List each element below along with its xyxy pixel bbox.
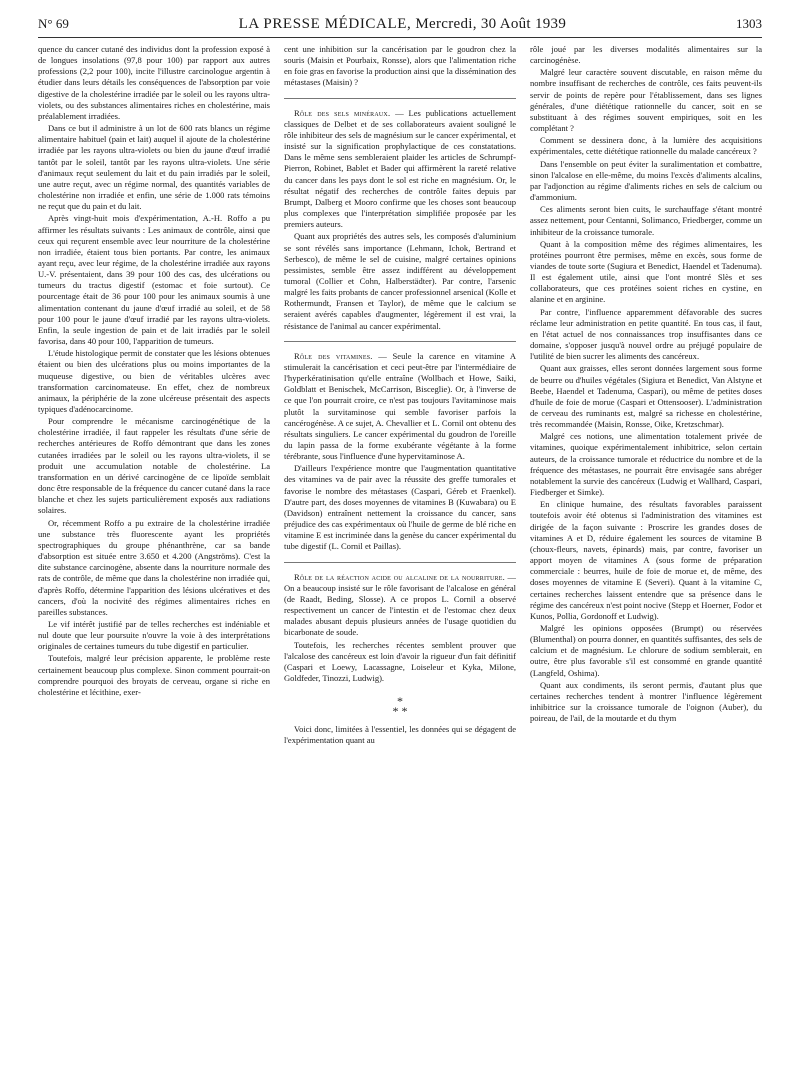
section-divider	[284, 341, 516, 342]
page-header	[38, 16, 762, 36]
paragraph: Voici donc, limitées à l'essentiel, les données qui se dégagent de l'expérimentation quant au	[284, 724, 516, 746]
section-paragraph-acid-alkaline	[284, 572, 516, 639]
paragraph: L'étude histologique permit de constater que les lésions obtenues étaient ou bien des ulcérations plus ou moins importantes de la muqueuse digestive, ou bien de véritables ulcères avec transformation carcinomateuse. En effet, chez de nombreux animaux, la périphérie de la zone ulcéreuse présentait des aspects typiques d'adénocarcinome.	[38, 348, 270, 414]
page-number: 1303	[735, 16, 762, 31]
paragraph: Dans l'ensemble on peut éviter la suralimentation et combattre, sinon l'alcalose en elle-même, du moins l'excès d'aliments alcalins, par l'adjonction au régime d'aliments riches en sels de calcium ou d'ammonium.	[530, 158, 762, 203]
paragraph: Malgré ces notions, une alimentation totalement privée de vitamines, quoique expérimentalement inhibitrice, selon certain auteurs, de la croissance tumorale et réductrice du nombre et de la fréquence des métastases, ne pourrait être envisagée sans abréger notablement la survie des cancéreux (Ludwig et Wallhard, Caspari, Fiedberger et Simke).	[530, 431, 762, 498]
paragraph: Comment se dessinera donc, à la lumière des acquisitions expérimentales, cette diététique rationnelle du malade cancéreux ?	[530, 135, 762, 157]
paragraph: D'ailleurs l'expérience montre que l'augmentation quantitative des vitamines va de pair avec la réussite des greffe tumorales et favorise le nombre des métastases (Caspari, Géreb et Fraenkel). D'autre part, des doses moyennes de vitamines B (Kuwabara) ou E (Davidson) entraînent nettement la croissance du cancer, sans préjudice des cas expérimentaux où l'huile de germe de blé riche en vitamine E est incriminée dans la genèse du cancer expérimental du tube digestif (L. Cornil et Paillas).	[284, 463, 516, 552]
issue-number: N° 69	[38, 16, 69, 31]
paragraph: Toutefois, malgré leur précision apparente, le problème reste certainement beaucoup plus complexe. Sinon comment pourrait-on comprendre pourquoi des broyats de cerveau, organe si riche en cholestérine et lécithine, exer-	[38, 653, 270, 697]
paragraph-text: — On a beaucoup insisté sur le rôle favorisant de l'alcalose en général (de Raadt, Beding, Slosse). A ce propos L. Cornil a observé respectivement un cancer de l'intestin et de l'estomac chez deux malades abusant depuis plusieurs années de l'usage quotidien du bicarbonate de soude.	[284, 571, 516, 638]
paragraph-text: — Les publications actuellement classiques de Delbet et de ses collaborateurs avaient souligné le rôle inhibiteur des sels de magnésium sur le cancer expérimental, et insisté sur la signification prophylactique de ces constatations. Dans le même sens sembleraient plaider les articles de Schrumpf-Pierron, Robinet, Bablet et Bader qui affirmèrent la rareté relative du cancer dans les pays dont le sol est riche en magnésium. Or, le résultat négatif des recherches de contrôle faites depuis par Brumpt, Dalberg et Mooro confirme que les choses sont beaucoup plus complexes que l'interprétation simplifiée proposée par les premiers auteurs.	[284, 107, 516, 230]
issue-date: Mercredi, 30 Août 1939	[415, 16, 567, 32]
paragraph: Après vingt-huit mois d'expérimentation, A.-H. Roffo a pu affirmer les résultats suivants : Les animaux de contrôle, ainsi que ceux qui reçurent ensemble avec leur nourriture de la cholestérine non irradiée, étaient tous bien portants. Par contre, les animaux ayant reçu, avec leur régime, de la cholestérine irradiée aux rayons U.-V. présentaient, dans 39 pour 100 des cas, des ulcérations ou tumeurs du tractus digestif (estomac et foie surtout). Ce pourcentage était de 36 pour 100 pour les animaux soumis à une alimentation contenant du jaune d'œuf irradié au soleil, et de 58 pour 100 pour le jaune d'œuf irradié par les rayons ultra-violets. Enfin, la seule ingestion de pain et de lait irradiés par le soleil favorisa, dans 40 pour 100, l'apparition de tumeurs.	[38, 213, 270, 347]
paragraph: Quant aux graisses, elles seront données largement sous forme de beurre ou d'huiles végétales (Sigiura et Benedict, Van Alstyne et Beebe, Haendel et Tadenuma, Caspari), ou même de petites doses d'huile de foie de morue (Caspari et Ottensooser). L'administration de cerveau des ruminants est, malgré sa richesse en cholestérine, très recommandée (Maisin, Ronsse, Oike, Kretzschmar).	[530, 363, 762, 430]
section-heading: Rôle des sels minéraux.	[294, 107, 391, 118]
journal-title	[239, 16, 566, 33]
paragraph: Or, récemment Roffo a pu extraire de la cholestérine irradiée une substance très fluorescente ayant les propriétés spectrographiques du groupe phénanthrène, car sa bande d'absorption est située entre 3.650 et 4.200 (Angströms). C'est la dite substance carcinogène, absente dans la nourriture normale des rats de contrôle, de même que dans la cholestérine non irradiée qui, d'après Roffo, détermine l'apparition des lésions ulcératives et des cancers, d'où la nocivité des régimes alimentaires riches en pareilles substances.	[38, 517, 270, 617]
paragraph: quence du cancer cutané des individus dont la profession exposé à de longues insolations (97,8 pour 100) par rapport aux autres professions (2,2 pour 100), incite l'illustre carcinologue argentin à étudier dans leurs détails les conséquences de l'absorption par voie digestive de la cholestérine irradiée par le soleil ou les rayons ultra-violets, ou des substances alimentaires riches en cholestérine, mais préalablement irradiées.	[38, 44, 270, 121]
asterism-bottom: * *	[392, 704, 408, 719]
paragraph: Quant à la composition même des régimes alimentaires, les protéines pourront être permises, même en excès, sous forme de viandes de toute sorte (Sugiura et Benedict, Haendel et Tadenuma). Il est également utile, ainsi que l'ont montré Slès et ses collaborateurs, que ces protéines soient riches en cystine, en alanine et en arginine.	[530, 238, 762, 305]
section-divider	[284, 562, 516, 563]
header-rule	[38, 37, 762, 38]
paragraph: Dans ce but il administre à un lot de 600 rats blancs un régime alimentaire habituel (pain et lait) auquel il ajoute de la cholestérine irradiée par les rayons ultra-violets ou bien du jaune d'œuf irradié tantôt par le soleil, tantôt par les rayons ultra-violets. Une série d'animaux reçut seulement du lait et du pain irradiés par le soleil, une autre reçut, avec un régime normal, des quantités variables de cholestérine non irradiée et enfin, une série de 1.000 rats témoins ne reçut que du pain et du lait.	[38, 123, 270, 212]
column-2	[284, 44, 516, 1070]
paragraph: rôle joué par les diverses modalités alimentaires sur la carcinogénèse.	[530, 44, 762, 66]
column-1	[38, 44, 270, 1070]
paragraph: Quant aux propriétés des autres sels, les composés d'aluminium se sont révélés sans importance (Lehmann, Ichok, Bertrand et Serbesco), de même le sel de cuisine, malgré certaines opinions pessimistes, semble être assez indifférent au développement tumoral (Collier et Cohn, Halberstädter). Par contre, l'arsenic malgré les faits probants de cancer professionnel arsenical (Kolle et Rothermundt, Fransen et Taylor), de même que le calcium se seraient avérés capables d'augmenter, légèrement il est vrai, la résistance de l'animal au cancer expérimental.	[284, 231, 516, 331]
paragraph: Malgré leur caractère souvent discutable, en raison même du nombre insuffisant de recherches de contrôle, ces faits peuvent-ils servir de points de repère pour l'établissement, dans ses lignes générales, d'une diététique rationnelle du cancer, soit en se substituant à des régimes souvent empiriques, soit en les complétant ?	[530, 67, 762, 134]
section-heading: Rôle des vitamines.	[294, 350, 373, 361]
article-body	[38, 44, 762, 1070]
paragraph: Malgré les opinions opposées (Brumpt) ou réservées (Blumenthal) on pourra donner, en quantités suffisantes, des sels de calcium et de magnésium. Le chlorure de sodium semblerait, en outre, être plus favorable s'il est consommé en grande quantité (Langfeld, Oshima).	[530, 622, 762, 678]
paragraph: Toutefois, les recherches récentes semblent prouver que l'alcalose des cancéreux est loin d'avoir la rigueur d'un fait définitif (Caspari et Loewy, Lacassagne, Loiseleur et Kyka, Milone, Goldfeder, Tinozzi, Ludwig).	[284, 639, 516, 683]
asterism-separator	[284, 694, 516, 719]
paragraph: Le vif intérêt justifié par de telles recherches est indéniable et nul doute que leur poursuite n'ouvre la voie à des interprétations originales de certaines tumeurs du tube digestif en particulier.	[38, 618, 270, 652]
paragraph: Pour comprendre le mécanisme carcinogénétique de la cholestérine irradiée, il faut rappeler les résultats d'une série de recherches antérieures de Roffo démontrant que dans les zones cutanées irradiées par le soleil ou les rayons ultra-violets, il se produit une accumulation notable de cholestérine. La transformation en un dérivé carcinogène de ce lipoïde semblait donc être responsable de la fréquence du cancer cutané dans la race blanche et chez les sujets particulièrement exposés aux radiations solaires.	[38, 416, 270, 516]
journal-name: LA PRESSE MÉDICALE,	[238, 16, 412, 32]
section-divider	[284, 98, 516, 99]
paragraph: cent une inhibition sur la cancérisation par le goudron chez la souris (Maisin et Pourbaix, Ronsse), alors que l'alimentation riche en foie gras en favorise la production ainsi que la dissémination des métastases (Maisin) ?	[284, 44, 516, 88]
section-paragraph-vitamins	[284, 351, 516, 463]
paragraph: Quant aux condiments, ils seront permis, d'autant plus que certaines recherches tendent à montrer l'influence légèrement inhibitrice sur la croissance tumorale de l'oignon (Auber), du poireau, de l'ail, de la moutarde et du thym	[530, 679, 762, 724]
paragraph: Par contre, l'influence apparemment défavorable des sucres réclame leur administration en petite quantité. En tous cas, il faut, en l'état actuel de nos connaissances trop insuffisantes dans ce domaine, s'opposer jusqu'à nouvel ordre au préjugé populaire de l'utilité de bien sucrer les aliments des cancéreux.	[530, 306, 762, 362]
section-paragraph-mineral-salts	[284, 108, 516, 231]
asterism-top: *	[397, 694, 403, 709]
paragraph: Ces aliments seront bien cuits, le surchauffage s'étant montré assez nettement, pour Centanni, Solimanco, Friedberger, comme un inhibiteur de la croissance tumorale.	[530, 204, 762, 237]
column-3	[530, 44, 762, 1070]
paragraph-text: — Seule la carence en vitamine A stimulerait la cancérisation et ceci peut-être par l'intermédiaire de l'hyperkératinisation qu'elle entraîne (Wollbach et Howe, Saiki, Goldblatt et Benischek, McCarrison, Bisceglie). Or, à l'inverse de ce que l'on pourrait croire, ce n'est pas toujours l'avitaminose mais plutôt la survitaminose qui semble favoriser parfois la cancérogénèse. A ce sujet, A. Chevallier et L. Cornil ont obtenu des résultats singuliers. Le cancer expérimental du goudron de l'oreille du lapin passa de la forme exubérante végétante à la forme térébrante, sous l'influence d'une hypervitaminose A.	[284, 350, 516, 462]
paragraph: En clinique humaine, des résultats favorables paraissent toutefois avoir été obtenus si l'administration des vitamines est dirigée de la façon suivante : Proscrire les grandes doses de vitamines A et D, réduire également les sources de vitamine B (choux-fleurs, navets, épinards) mais, par contre, favoriser un apport moyen de vitamines A (sous forme de préparation commerciale : beurres, huile de foie de morue et, de même, des doses moyennes de vitamine E (Severi). Quant à la vitamine C, certaines recherches laissent entendre que sa présence dans le régime des cancéreux n'est point nocive (Stepp et Hoerner, Fodor et Kunos, Pollia, Gordonoff et Ludwig).	[530, 499, 762, 621]
section-heading: Rôle de la réaction acide ou alcaline de la nourriture.	[294, 571, 505, 582]
